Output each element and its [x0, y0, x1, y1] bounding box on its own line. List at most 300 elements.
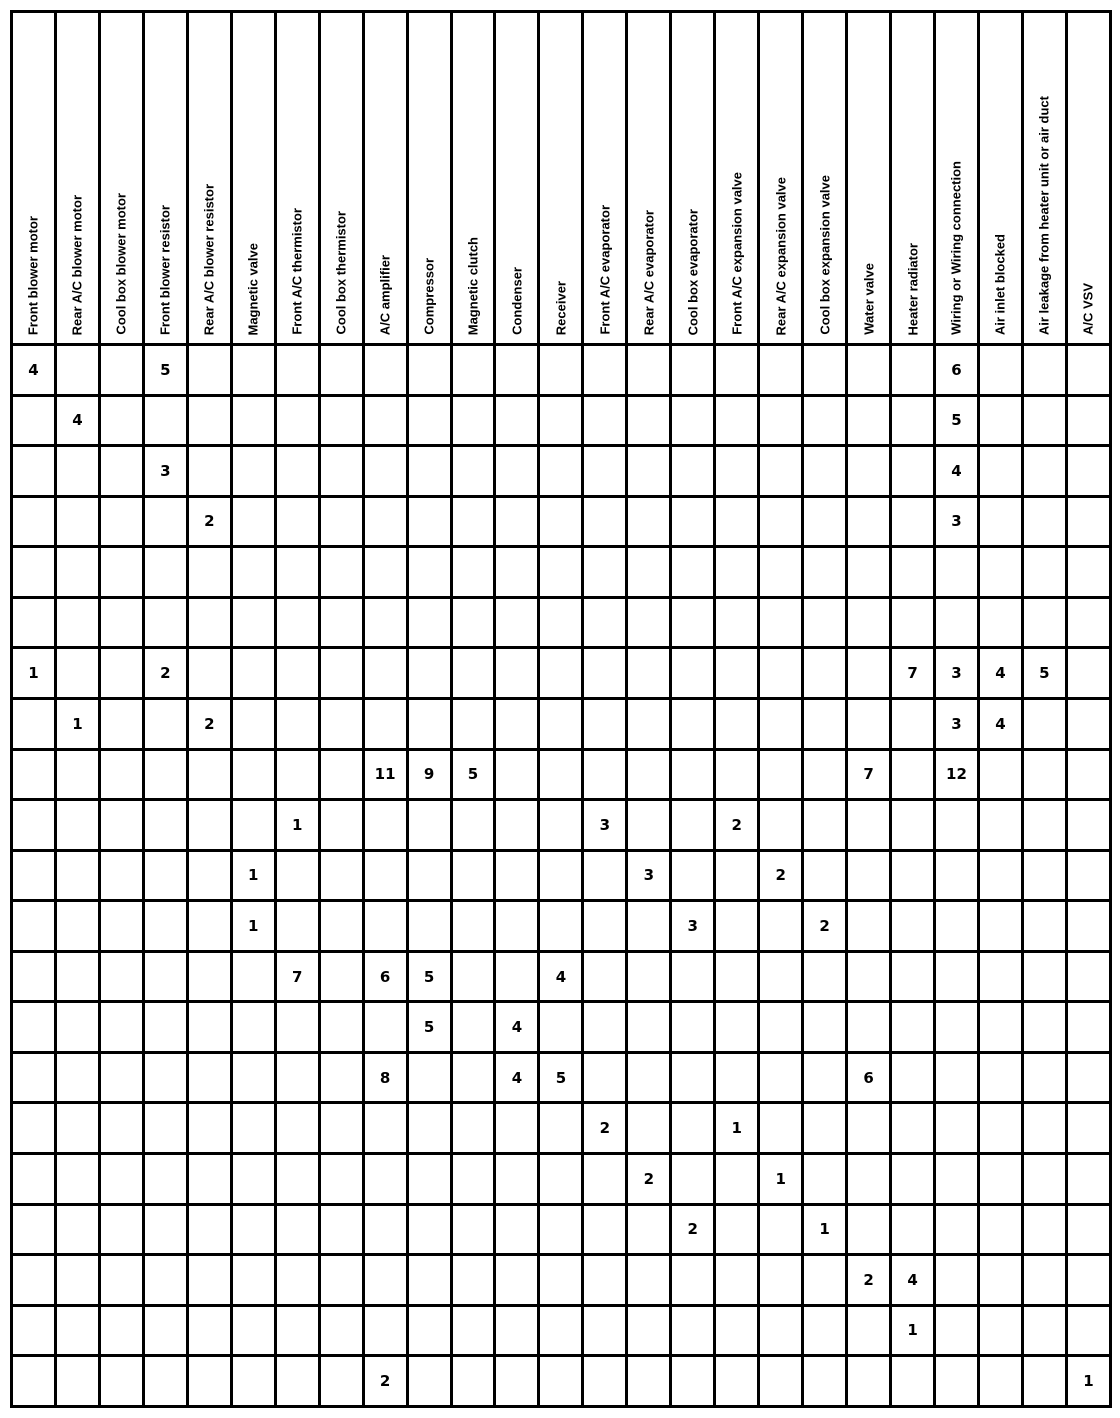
- table-header: [12, 12, 1111, 345]
- table-cell: [671, 800, 715, 851]
- table-cell: [231, 597, 275, 648]
- table-cell: 5: [1022, 648, 1066, 699]
- table-cell: [363, 698, 407, 749]
- table-cell: [715, 749, 759, 800]
- table-cell: [1022, 749, 1066, 800]
- table-cell: [847, 496, 891, 547]
- table-cell: 1: [803, 1204, 847, 1255]
- table-row: [12, 901, 1111, 952]
- table-cell: [187, 1255, 231, 1306]
- table-cell: [231, 1305, 275, 1356]
- table-cell: [319, 648, 363, 699]
- table-cell: [891, 1204, 935, 1255]
- table-cell: [978, 1356, 1022, 1407]
- table-cell: [55, 1204, 99, 1255]
- table-cell: [978, 345, 1022, 396]
- table-cell: [319, 345, 363, 396]
- table-cell: 4: [539, 951, 583, 1002]
- table-cell: [978, 496, 1022, 547]
- table-cell: [715, 345, 759, 396]
- table-cell: [12, 496, 56, 547]
- table-cell: [12, 1305, 56, 1356]
- table-cell: [847, 951, 891, 1002]
- table-cell: [451, 1002, 495, 1053]
- table-cell: [759, 1002, 803, 1053]
- table-cell: [891, 1002, 935, 1053]
- table-cell: [583, 951, 627, 1002]
- table-cell: [627, 749, 671, 800]
- table-cell: [627, 1255, 671, 1306]
- table-cell: [187, 395, 231, 446]
- table-cell: [231, 1002, 275, 1053]
- table-cell: [759, 446, 803, 497]
- table-cell: [407, 1154, 451, 1205]
- table-cell: [671, 547, 715, 598]
- table-cell: [583, 547, 627, 598]
- table-cell: [978, 749, 1022, 800]
- table-cell: [99, 446, 143, 497]
- table-cell: [627, 597, 671, 648]
- diagnosis-matrix-table: [10, 10, 1112, 1408]
- table-cell: [978, 597, 1022, 648]
- table-cell: [671, 446, 715, 497]
- table-cell: [627, 1305, 671, 1356]
- table-cell: [1022, 1052, 1066, 1103]
- table-cell: 2: [671, 1204, 715, 1255]
- table-cell: [319, 1154, 363, 1205]
- table-cell: 2: [715, 800, 759, 851]
- table-cell: [187, 749, 231, 800]
- table-cell: [1066, 1103, 1110, 1154]
- table-cell: [55, 345, 99, 396]
- table-cell: [55, 749, 99, 800]
- table-cell: [319, 749, 363, 800]
- table-cell: [715, 1052, 759, 1103]
- table-cell: [187, 648, 231, 699]
- table-cell: [231, 1154, 275, 1205]
- column-header: [847, 12, 891, 345]
- table-cell: [1066, 1305, 1110, 1356]
- table-row: [12, 648, 1111, 699]
- table-cell: 5: [143, 345, 187, 396]
- table-cell: [143, 395, 187, 446]
- table-cell: [803, 446, 847, 497]
- table-cell: [231, 749, 275, 800]
- column-header: [407, 12, 451, 345]
- table-cell: [891, 951, 935, 1002]
- table-cell: [583, 1154, 627, 1205]
- table-cell: [187, 1002, 231, 1053]
- table-cell: 3: [935, 648, 979, 699]
- table-cell: [12, 1255, 56, 1306]
- table-cell: [99, 1154, 143, 1205]
- table-cell: [759, 1103, 803, 1154]
- table-cell: [55, 1103, 99, 1154]
- table-cell: [187, 1204, 231, 1255]
- table-cell: [99, 1052, 143, 1103]
- table-cell: [803, 496, 847, 547]
- table-cell: [495, 648, 539, 699]
- table-cell: [847, 597, 891, 648]
- table-cell: [1066, 850, 1110, 901]
- table-cell: 3: [935, 496, 979, 547]
- table-cell: [803, 951, 847, 1002]
- table-cell: [715, 597, 759, 648]
- table-cell: [627, 446, 671, 497]
- table-cell: [759, 395, 803, 446]
- table-cell: 6: [363, 951, 407, 1002]
- table-row: [12, 597, 1111, 648]
- column-header: [231, 12, 275, 345]
- table-cell: [231, 395, 275, 446]
- table-cell: [363, 496, 407, 547]
- table-cell: [99, 345, 143, 396]
- table-cell: [143, 901, 187, 952]
- table-cell: [1066, 800, 1110, 851]
- table-cell: [407, 1052, 451, 1103]
- table-row: [12, 1356, 1111, 1407]
- table-cell: 4: [495, 1002, 539, 1053]
- table-cell: [891, 1356, 935, 1407]
- table-cell: [451, 901, 495, 952]
- table-cell: [1022, 1103, 1066, 1154]
- table-cell: [99, 951, 143, 1002]
- table-cell: [275, 1305, 319, 1356]
- table-cell: [407, 1305, 451, 1356]
- table-cell: [495, 850, 539, 901]
- table-cell: [671, 951, 715, 1002]
- table-cell: 9: [407, 749, 451, 800]
- table-cell: [539, 901, 583, 952]
- table-cell: [407, 1356, 451, 1407]
- table-cell: [891, 1052, 935, 1103]
- table-cell: [55, 1154, 99, 1205]
- table-cell: [583, 1255, 627, 1306]
- table-cell: [451, 547, 495, 598]
- table-cell: [583, 597, 627, 648]
- table-cell: [803, 345, 847, 396]
- table-cell: [495, 1154, 539, 1205]
- table-cell: [55, 597, 99, 648]
- table-cell: [275, 547, 319, 598]
- table-cell: [319, 1002, 363, 1053]
- table-cell: [451, 951, 495, 1002]
- table-cell: [978, 1002, 1022, 1053]
- table-cell: [715, 1204, 759, 1255]
- table-cell: [891, 901, 935, 952]
- table-cell: 1: [55, 698, 99, 749]
- table-cell: [187, 1154, 231, 1205]
- table-cell: [407, 345, 451, 396]
- table-cell: [187, 547, 231, 598]
- column-header: [803, 12, 847, 345]
- table-cell: [978, 395, 1022, 446]
- table-cell: [275, 496, 319, 547]
- table-cell: [847, 1154, 891, 1205]
- table-cell: [12, 1002, 56, 1053]
- table-cell: 2: [187, 496, 231, 547]
- table-cell: [143, 1002, 187, 1053]
- table-cell: [99, 496, 143, 547]
- table-cell: [143, 1052, 187, 1103]
- table-cell: [539, 496, 583, 547]
- table-cell: 3: [143, 446, 187, 497]
- table-cell: [55, 446, 99, 497]
- table-cell: [539, 1103, 583, 1154]
- table-cell: [363, 1305, 407, 1356]
- table-cell: [495, 1356, 539, 1407]
- table-cell: [451, 446, 495, 497]
- table-cell: [891, 1154, 935, 1205]
- table-cell: [319, 1204, 363, 1255]
- table-cell: [935, 800, 979, 851]
- table-cell: [671, 1305, 715, 1356]
- table-cell: [363, 648, 407, 699]
- table-cell: 5: [935, 395, 979, 446]
- table-cell: [627, 901, 671, 952]
- table-cell: [891, 698, 935, 749]
- table-cell: [539, 1356, 583, 1407]
- table-cell: [1066, 698, 1110, 749]
- column-header-label: Rear A/C blower resistor: [201, 183, 217, 335]
- table-cell: [627, 698, 671, 749]
- table-cell: 3: [935, 698, 979, 749]
- table-cell: [187, 1052, 231, 1103]
- column-header-label: Front A/C thermistor: [289, 208, 305, 335]
- table-cell: [363, 850, 407, 901]
- table-cell: [978, 951, 1022, 1002]
- table-cell: 3: [671, 901, 715, 952]
- table-cell: [715, 648, 759, 699]
- table-cell: [539, 1154, 583, 1205]
- table-cell: [12, 749, 56, 800]
- table-cell: [1022, 1255, 1066, 1306]
- table-cell: [143, 951, 187, 1002]
- table-cell: [715, 951, 759, 1002]
- column-header-label: Water valve: [861, 263, 877, 335]
- table-cell: [143, 1305, 187, 1356]
- table-cell: [583, 1305, 627, 1356]
- column-header-label: Condenser: [509, 267, 525, 335]
- table-cell: [187, 597, 231, 648]
- table-cell: [55, 1305, 99, 1356]
- table-cell: [319, 800, 363, 851]
- table-cell: [407, 597, 451, 648]
- column-header-label: Magnetic clutch: [465, 236, 481, 335]
- table-cell: [715, 1154, 759, 1205]
- table-cell: [978, 446, 1022, 497]
- table-cell: [1066, 395, 1110, 446]
- table-cell: 5: [451, 749, 495, 800]
- column-header-label: Front blower resistor: [157, 204, 173, 335]
- table-cell: 2: [363, 1356, 407, 1407]
- table-cell: [55, 850, 99, 901]
- table-cell: [187, 800, 231, 851]
- table-cell: [539, 446, 583, 497]
- table-cell: [759, 749, 803, 800]
- table-cell: [583, 1204, 627, 1255]
- table-cell: 6: [935, 345, 979, 396]
- table-cell: [1022, 597, 1066, 648]
- table-cell: [275, 1052, 319, 1103]
- table-cell: [495, 698, 539, 749]
- table-cell: [671, 1255, 715, 1306]
- table-cell: 2: [759, 850, 803, 901]
- column-header-label: Wiring or Wiring connection: [948, 161, 964, 335]
- table-cell: [715, 446, 759, 497]
- table-cell: [12, 446, 56, 497]
- column-header-label: Cool box expansion valve: [817, 175, 833, 335]
- table-row: [12, 1154, 1111, 1205]
- table-cell: [1022, 345, 1066, 396]
- table-cell: [891, 547, 935, 598]
- table-cell: [978, 1103, 1022, 1154]
- table-cell: [407, 547, 451, 598]
- table-cell: [583, 446, 627, 497]
- table-cell: [231, 547, 275, 598]
- table-cell: [99, 395, 143, 446]
- table-cell: [99, 1356, 143, 1407]
- table-cell: [1022, 395, 1066, 446]
- column-header-label: A/C amplifier: [377, 254, 393, 335]
- table-cell: [319, 698, 363, 749]
- table-cell: [1022, 1356, 1066, 1407]
- table-cell: [1066, 749, 1110, 800]
- table-cell: [539, 1002, 583, 1053]
- table-cell: [627, 951, 671, 1002]
- table-cell: [407, 1204, 451, 1255]
- table-cell: [451, 800, 495, 851]
- table-cell: 7: [891, 648, 935, 699]
- table-cell: [451, 1305, 495, 1356]
- table-cell: [583, 648, 627, 699]
- table-cell: [451, 648, 495, 699]
- table-cell: [55, 648, 99, 699]
- table-cell: [319, 901, 363, 952]
- table-cell: [1066, 496, 1110, 547]
- table-cell: [275, 395, 319, 446]
- table-cell: [1022, 850, 1066, 901]
- table-cell: [935, 1002, 979, 1053]
- table-cell: [55, 547, 99, 598]
- column-header: [1022, 12, 1066, 345]
- table-cell: [671, 1154, 715, 1205]
- table-cell: [715, 1255, 759, 1306]
- table-cell: [759, 345, 803, 396]
- table-cell: [275, 1002, 319, 1053]
- table-cell: [143, 1255, 187, 1306]
- table-cell: [319, 1052, 363, 1103]
- table-cell: [715, 395, 759, 446]
- column-header: [1066, 12, 1110, 345]
- table-cell: [231, 446, 275, 497]
- table-cell: [715, 1356, 759, 1407]
- column-header: [759, 12, 803, 345]
- table-cell: [803, 1052, 847, 1103]
- table-cell: [627, 1204, 671, 1255]
- table-cell: [891, 395, 935, 446]
- table-cell: [539, 345, 583, 396]
- table-cell: [847, 547, 891, 598]
- table-cell: [495, 395, 539, 446]
- column-header-label: Air leakage from heater unit or air duct: [1036, 95, 1052, 335]
- table-cell: [231, 345, 275, 396]
- table-cell: [803, 648, 847, 699]
- table-cell: [1066, 345, 1110, 396]
- table-cell: [935, 1154, 979, 1205]
- table-cell: [671, 496, 715, 547]
- table-cell: [187, 951, 231, 1002]
- column-header-label: A/C VSV: [1080, 282, 1096, 335]
- table-cell: [978, 1305, 1022, 1356]
- table-cell: [451, 395, 495, 446]
- table-cell: [187, 901, 231, 952]
- table-cell: 5: [407, 951, 451, 1002]
- table-cell: [1066, 547, 1110, 598]
- column-header: [187, 12, 231, 345]
- table-cell: [275, 1103, 319, 1154]
- table-cell: [363, 446, 407, 497]
- table-cell: [451, 1255, 495, 1306]
- table-cell: [715, 496, 759, 547]
- table-cell: [1022, 446, 1066, 497]
- table-cell: [231, 698, 275, 749]
- table-cell: [1022, 698, 1066, 749]
- table-cell: [275, 901, 319, 952]
- table-cell: [1066, 597, 1110, 648]
- table-cell: [583, 749, 627, 800]
- table-cell: [99, 1103, 143, 1154]
- column-header-label: Air inlet blocked: [992, 233, 1008, 335]
- table-cell: 2: [847, 1255, 891, 1306]
- table-cell: [803, 1305, 847, 1356]
- table-cell: [935, 1103, 979, 1154]
- table-cell: 2: [187, 698, 231, 749]
- table-cell: [143, 749, 187, 800]
- table-cell: [671, 698, 715, 749]
- table-row: [12, 1052, 1111, 1103]
- table-cell: [451, 1052, 495, 1103]
- table-cell: [627, 547, 671, 598]
- table-cell: [319, 850, 363, 901]
- table-cell: [539, 1305, 583, 1356]
- table-cell: [627, 1103, 671, 1154]
- table-cell: [99, 597, 143, 648]
- column-header-label: Receiver: [553, 280, 569, 335]
- table-row: [12, 1204, 1111, 1255]
- table-cell: 3: [627, 850, 671, 901]
- table-row: [12, 850, 1111, 901]
- table-cell: [495, 951, 539, 1002]
- table-cell: [275, 648, 319, 699]
- table-cell: [187, 446, 231, 497]
- table-cell: [275, 1154, 319, 1205]
- table-cell: [143, 850, 187, 901]
- column-header: [99, 12, 143, 345]
- table-cell: [319, 496, 363, 547]
- table-cell: [99, 547, 143, 598]
- column-header: [275, 12, 319, 345]
- column-header-label: Cool box evaporator: [685, 208, 701, 335]
- table-cell: [275, 749, 319, 800]
- table-cell: [231, 1103, 275, 1154]
- table-cell: [759, 1052, 803, 1103]
- table-cell: [55, 1255, 99, 1306]
- table-cell: [583, 395, 627, 446]
- table-cell: [12, 698, 56, 749]
- table-cell: [1066, 1002, 1110, 1053]
- table-cell: [803, 800, 847, 851]
